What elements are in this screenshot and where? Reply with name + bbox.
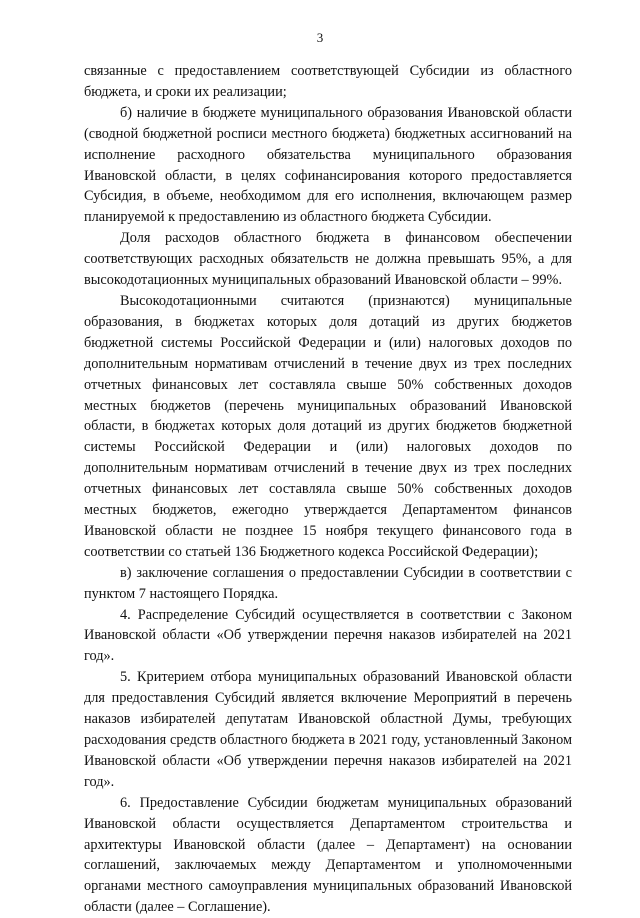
paragraph-continuation: связанные с предоставлением соответствующей Субсидии из областного бюджета, и сроки их реализации; — [84, 63, 572, 100]
paragraph-item-b: б) наличие в бюджете муниципального образования Ивановской области (сводной бюджетной росписи местного бюджета) бюджетных ассигнований на исполнение расходного обязательства муниципального образования Ивановской области, в целях софинансирования которого предоставляется Субсидия, в объеме, необходимом для его исполнения, включающем размер планируемой к предоставлению из областного бюджета Субсидии. — [84, 104, 572, 226]
paragraph-share-limit: Доля расходов областного бюджета в финансовом обеспечении соответствующих расходных обязательств не должна превышать 95%, а для высокодотационных муниципальных образований Ивановской области – 99%. — [84, 230, 572, 289]
paragraph-item-6: 6. Предоставление Субсидии бюджетам муниципальных образований Ивановской области осуществляется Департаментом строительства и архитектуры Ивановской области (далее – Департамент) на основании соглашений, заключаемых между Департаментом и уполномоченными органами местного самоуправления муниципальных образований Ивановской области (далее – Соглашение). — [84, 794, 572, 916]
paragraph-item-5: 5. Критерием отбора муниципальных образований Ивановской области для предоставления Субсидий является включение Мероприятий в перечень наказов избирателей депутатам Ивановской областной Думы, требующих расходования средств областного бюджета в 2021 году, установленный Законом Ивановской области «Об утверждении перечня наказов избирателей на 2021 год». — [84, 669, 572, 790]
paragraph-high-subsidy-definition: Высокодотационными считаются (признаются) муниципальные образования, в бюджетах которых доля дотаций из других бюджетов бюджетной системы Российской Федерации и (или) налоговых доходов по дополнительным нормативам отчислений в течение двух из трех последних отчетных финансовых лет составляла свыше 50% собственных доходов местных бюджетов (перечень муниципальных образований Ивановской области, в бюджетах которых доля дотаций из других бюджетов бюджетной системы Российской Федерации и (или) налоговых доходов по дополнительным нормативам отчислений в течение двух из трех последних отчетных финансовых лет составляла свыше 50% собственных доходов местных бюджетов, ежегодно утверждается Департаментом финансов Ивановской области не позднее 15 ноября текущего финансового года в соответствии со статьей 136 Бюджетного кодекса Российской Федерации); — [84, 292, 572, 560]
page-number: 3 — [316, 30, 324, 45]
paragraph-item-4: 4. Распределение Субсидий осуществляется в соответствии с Законом Ивановской области «Об утверждении перечня наказов избирателей на 2021 год». — [84, 606, 572, 665]
paragraph-item-v: в) заключение соглашения о предоставлении Субсидии в соответствии с пунктом 7 настоящего Порядка. — [84, 564, 572, 602]
document-body — [84, 61, 572, 918]
